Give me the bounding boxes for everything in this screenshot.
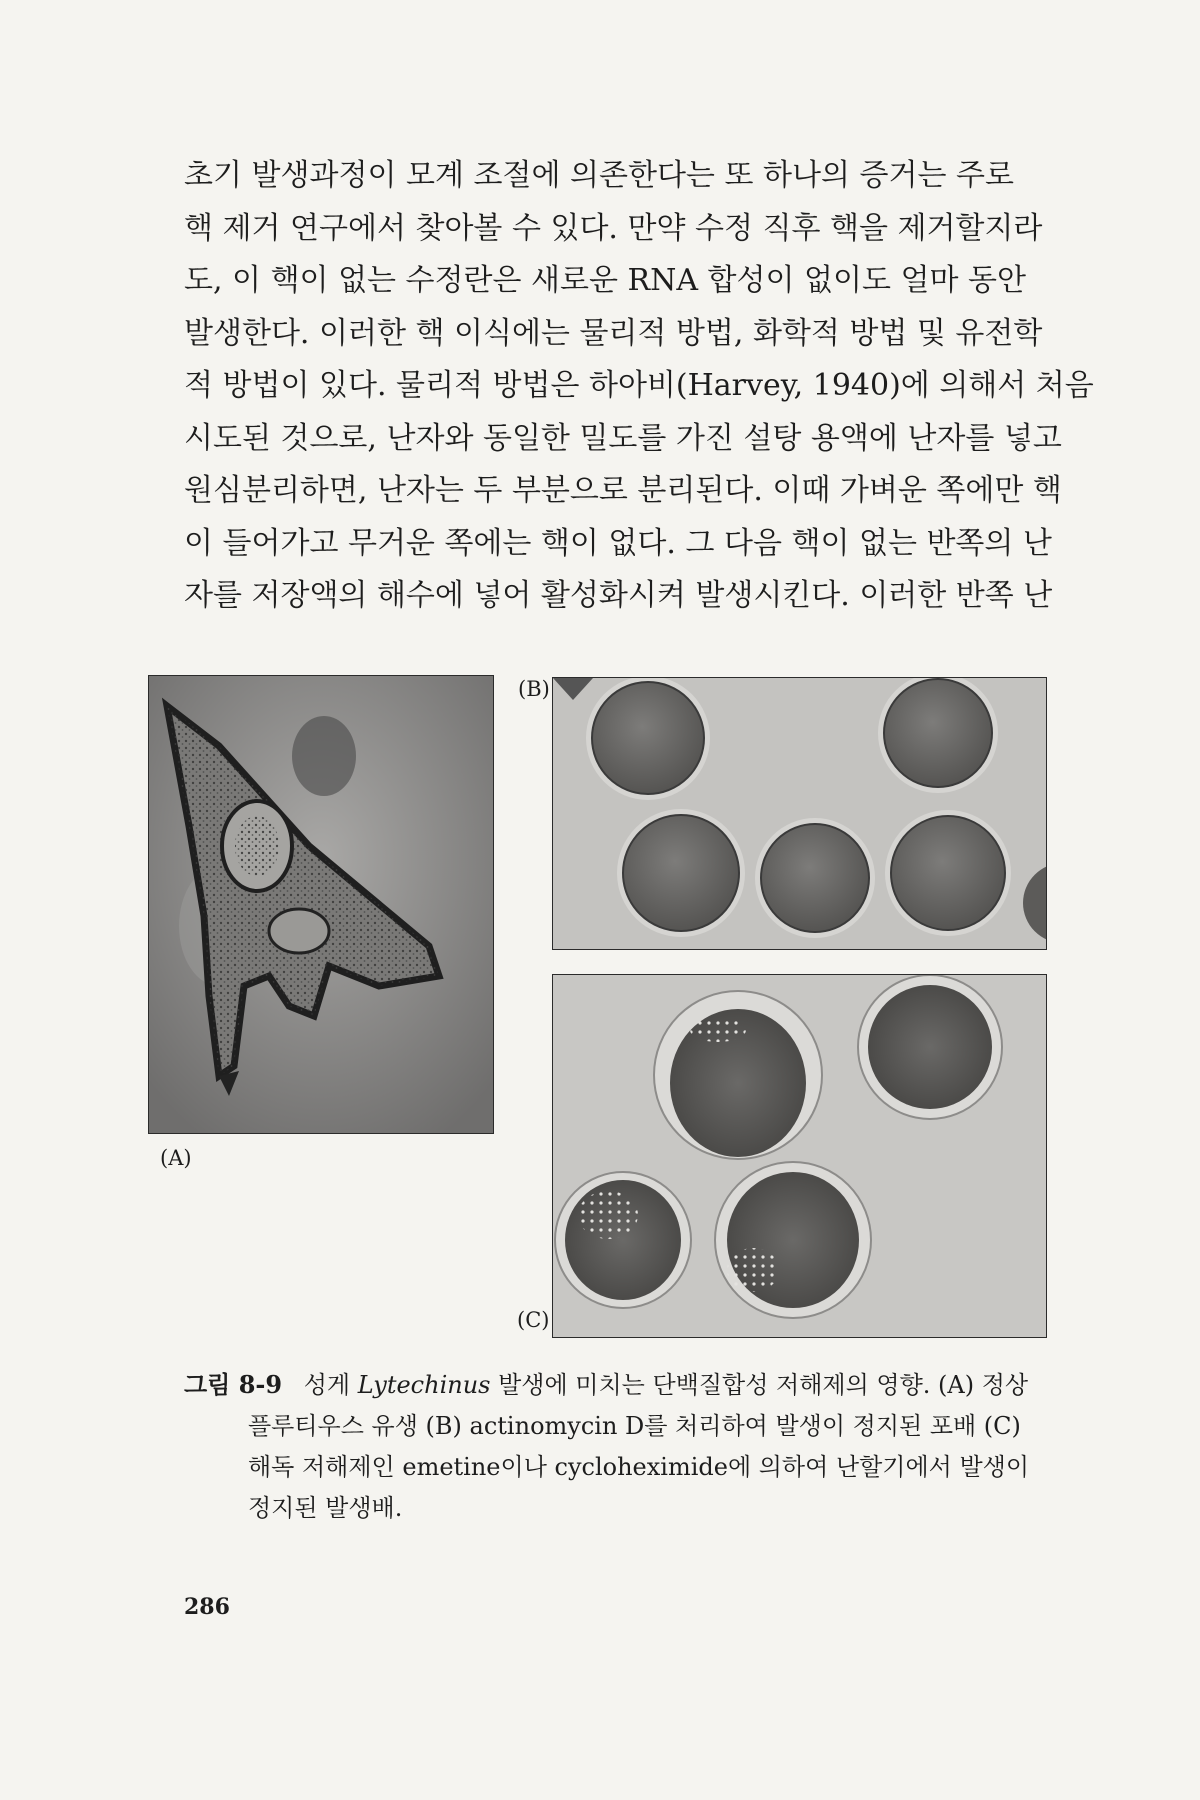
panel-label-b: (B) — [518, 677, 550, 701]
figure-panel-c-cleavage-micrograph — [552, 974, 1047, 1338]
body-paragraph — [184, 150, 1094, 623]
body-line: 도, 이 핵이 없는 수정란은 새로운 RNA 합성이 없이도 얼마 동안 — [184, 263, 1026, 298]
caption-line — [184, 1364, 1034, 1406]
figure-caption — [184, 1364, 1034, 1529]
caption-pre-species: 성게 — [303, 1371, 351, 1399]
body-line: 이 들어가고 무거운 쪽에는 핵이 없다. 그 다음 핵이 없는 반쪽의 난 — [184, 525, 1052, 561]
caption-line: 정지된 발생배. — [248, 1494, 403, 1522]
body-line: 자를 저장액의 해수에 넣어 활성화시켜 발생시킨다. 이러한 반쪽 난 — [184, 578, 1053, 613]
body-line: 초기 발생과정이 모계 조절에 의존한다는 또 하나의 증거는 주로 — [184, 158, 1014, 193]
body-line: 원심분리하면, 난자는 두 부분으로 분리된다. 이때 가벼운 쪽에만 핵 — [184, 473, 1062, 508]
body-line: 적 방법이 있다. 물리적 방법은 하아비(Harvey, 1940)에 의해서 처음 — [184, 368, 1094, 403]
caption-line: 해독 저해제인 emetine이나 cycloheximide에 의하여 난할기에서 발생이 — [248, 1453, 1030, 1481]
panel-label-a: (A) — [160, 1146, 192, 1170]
caption-line: 플루티우스 유생 (B) actinomycin D를 처리하여 발생이 정지된 포배 (C) — [248, 1412, 1021, 1440]
panel-label-c: (C) — [517, 1308, 550, 1332]
body-line: 발생한다. 이러한 핵 이식에는 물리적 방법, 화학적 방법 및 유전학 — [184, 315, 1043, 351]
body-line: 시도된 것으로, 난자와 동일한 밀도를 가진 설탕 용액에 난자를 넣고 — [184, 420, 1062, 456]
caption-line1-rest: 발생에 미치는 단백질합성 저해제의 영향. (A) 정상 — [498, 1371, 1029, 1399]
body-line: 핵 제거 연구에서 찾아볼 수 있다. 만약 수정 직후 핵을 제거할지라 — [184, 210, 1043, 246]
caption-figure-number: 그림 8-9 — [184, 1370, 283, 1399]
caption-species-name: Lytechinus — [357, 1371, 491, 1399]
figure-panel-b-blastula-micrograph — [552, 677, 1047, 950]
page-number: 286 — [184, 1594, 230, 1620]
figure-panel-a-pluteus-micrograph — [148, 675, 494, 1134]
